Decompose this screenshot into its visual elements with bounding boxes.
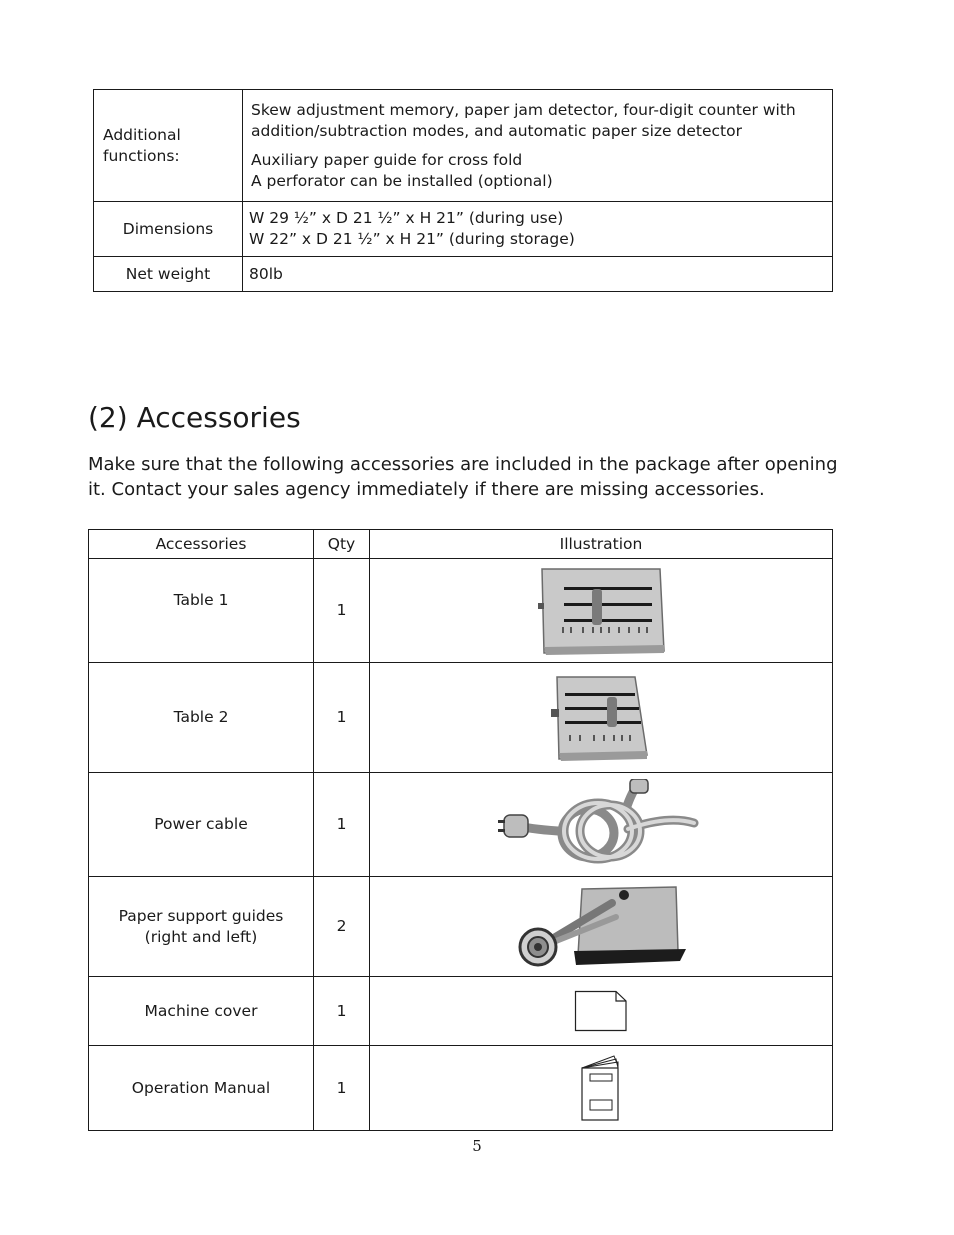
accessory-illustration (370, 773, 833, 877)
accessory-name: Table 2 (89, 663, 314, 773)
accessory-illustration (370, 977, 833, 1046)
spec-row-dimensions (94, 202, 833, 257)
spec-line: A perforator can be installed (optional) (251, 171, 553, 190)
specifications-table (93, 89, 833, 292)
spec-paragraph (251, 150, 824, 192)
table-row (89, 877, 833, 977)
header-accessories: Accessories (89, 530, 314, 559)
spec-line: Skew adjustment memory, paper jam detector, four-digit counter with (251, 100, 796, 119)
table-row (89, 773, 833, 877)
table-row (89, 1046, 833, 1131)
spec-row-additional-functions (94, 90, 833, 202)
intro-paragraph (88, 452, 888, 502)
paper-support-guide-icon (516, 883, 686, 971)
page-number: 5 (472, 1137, 482, 1155)
spec-value (243, 202, 833, 257)
spec-row-net-weight (94, 257, 833, 292)
accessory-illustration (370, 663, 833, 773)
spec-line: Auxiliary paper guide for cross fold (251, 150, 523, 169)
accessory-name-stack (89, 906, 313, 948)
spec-value: 80lb (243, 257, 833, 292)
operation-manual-icon (580, 1054, 622, 1122)
accessory-qty: 1 (314, 773, 370, 877)
accessories-table (88, 529, 833, 1131)
table-2-icon (549, 675, 653, 761)
table-1-icon (536, 567, 666, 655)
accessory-name: Machine cover (89, 977, 314, 1046)
spec-line: addition/subtraction modes, and automatic paper size detector (251, 121, 742, 140)
spec-value (243, 90, 833, 202)
accessory-name-line: Paper support guides (118, 906, 284, 925)
accessory-qty: 1 (314, 1046, 370, 1131)
accessory-name: Operation Manual (89, 1046, 314, 1131)
intro-line: Make sure that the following accessories are included in the package after opening (88, 454, 838, 475)
spec-line: W 22” x D 21 ½” x H 21” (during storage) (249, 230, 575, 248)
table-row (89, 663, 833, 773)
accessory-name: Power cable (89, 773, 314, 877)
table-row (89, 977, 833, 1046)
accessory-illustration (370, 877, 833, 977)
accessory-qty: 2 (314, 877, 370, 977)
accessory-illustration (370, 1046, 833, 1131)
header-illustration: Illustration (370, 530, 833, 559)
accessory-qty: 1 (314, 559, 370, 663)
spec-line: W 29 ½” x D 21 ½” x H 21” (during use) (249, 209, 564, 227)
spec-label: Additional functions: (94, 90, 243, 202)
spec-paragraph (251, 100, 824, 142)
table-row (89, 559, 833, 663)
accessory-name: Table 1 (89, 559, 314, 663)
accessory-name-line: (right and left) (144, 927, 258, 946)
accessory-illustration (370, 559, 833, 663)
accessory-qty: 1 (314, 663, 370, 773)
machine-cover-icon (574, 990, 628, 1032)
intro-line: it. Contact your sales agency immediately if there are missing accessories. (88, 479, 765, 500)
accessory-qty: 1 (314, 977, 370, 1046)
section-title: (2) Accessories (88, 401, 301, 434)
header-qty: Qty (314, 530, 370, 559)
power-cable-icon (498, 779, 704, 871)
accessories-header-row (89, 530, 833, 559)
spec-label: Dimensions (94, 202, 243, 257)
spec-label: Net weight (94, 257, 243, 292)
accessory-name (89, 877, 314, 977)
